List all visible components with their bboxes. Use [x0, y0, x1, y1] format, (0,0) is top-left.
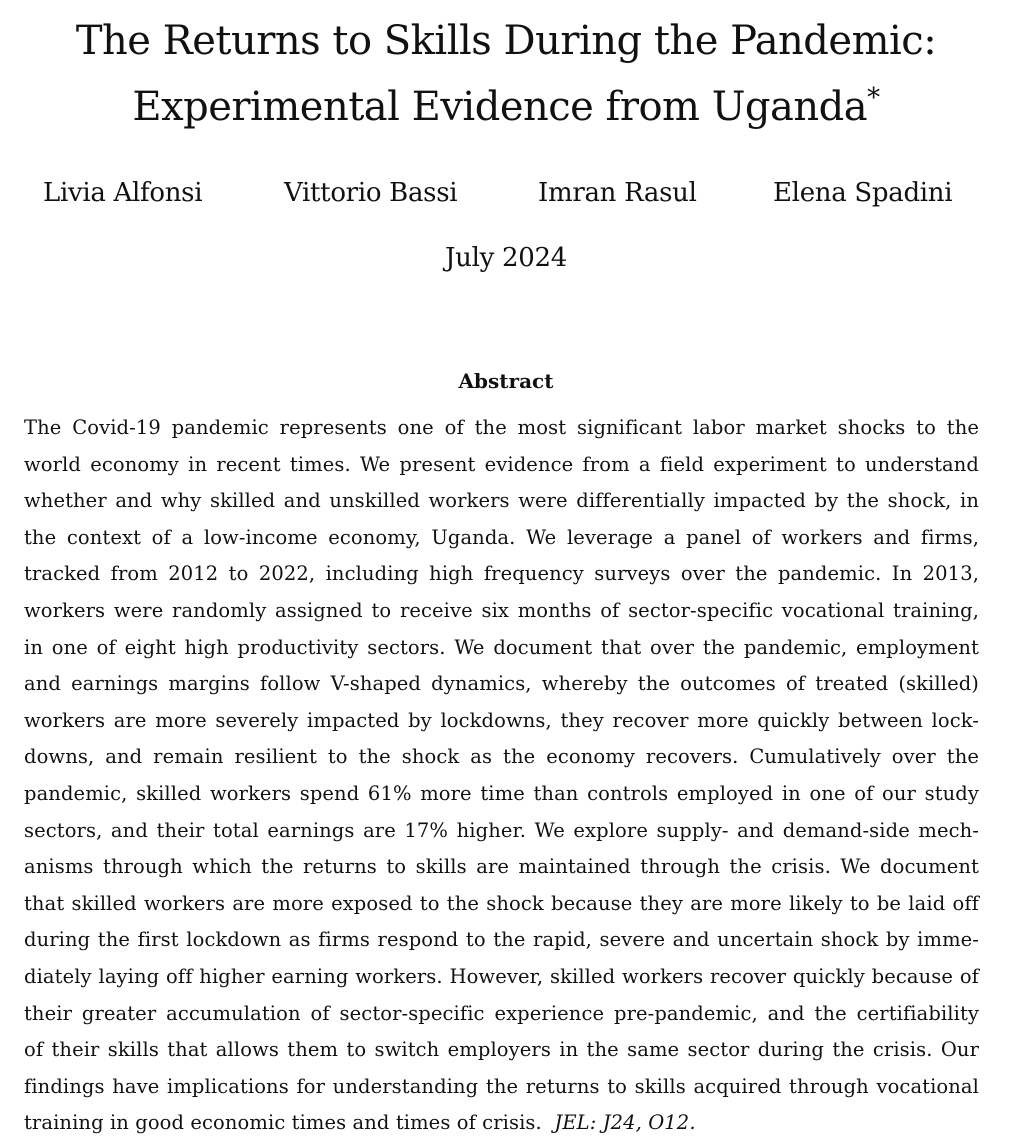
paper-title — [0, 8, 1012, 140]
publication-date: July 2024 — [445, 243, 567, 273]
abstract-line: anisms through which the returns to skills are maintained through the crisis. We document — [24, 855, 979, 879]
abstract-line: that skilled workers are more exposed to the shock because they are more likely to be laid off — [24, 891, 979, 915]
abstract-line: workers are more severely impacted by lockdowns, they recover more quickly between lock- — [24, 708, 979, 732]
title-line-1: The Returns to Skills During the Pandemic: — [75, 18, 937, 64]
abstract-line: the context of a low-income economy, Uganda. We leverage a panel of workers and firms, — [24, 525, 979, 549]
abstract-line: whether and why skilled and unskilled workers were differentially impacted by the shock, in — [24, 489, 979, 513]
abstract-body — [24, 413, 979, 1145]
jel-codes: JEL: J24, O12. — [554, 1111, 696, 1135]
abstract-line: The Covid-19 pandemic represents one of the most significant labor market shocks to the — [24, 416, 979, 439]
title-footnote-mark: * — [867, 83, 880, 113]
abstract-line: workers were randomly assigned to receive six months of sector-specific vocational training, — [24, 598, 979, 622]
author-name: Vittorio Bassi — [284, 178, 458, 208]
author-name: Imran Rasul — [538, 178, 697, 208]
abstract-line: downs, and remain resilient to the shock as the economy recovers. Cumulatively over the — [24, 745, 979, 769]
abstract-line: pandemic, skilled workers spend 61% more time than controls employed in one of our study — [24, 781, 979, 805]
author-name: Elena Spadini — [773, 178, 953, 208]
author-list — [0, 178, 1012, 212]
abstract-line: during the first lockdown as firms respond to the rapid, severe and uncertain shock by imme- — [24, 928, 979, 952]
abstract-last-line — [24, 1108, 979, 1145]
abstract-line: world economy in recent times. We present evidence from a field experiment to understand — [24, 452, 979, 476]
abstract-line: tracked from 2012 to 2022, including high frequency surveys over the pandemic. In 2013, — [24, 562, 979, 586]
abstract-line: training in good economic times and times of crisis. — [24, 1111, 542, 1135]
abstract-line: their greater accumulation of sector-specific experience pre-pandemic, and the certifiability — [24, 1001, 979, 1025]
abstract-line: and earnings margins follow V-shaped dynamics, whereby the outcomes of treated (skilled) — [24, 672, 979, 696]
title-line-2 — [0, 74, 1012, 140]
abstract-line: sectors, and their total earnings are 17% higher. We explore supply- and demand-side mech- — [24, 818, 979, 842]
abstract-line: of their skills that allows them to switch employers in the same sector during the crisis. Our — [24, 1038, 979, 1062]
abstract-line: diately laying off higher earning workers. However, skilled workers recover quickly because of — [24, 964, 979, 988]
abstract-line: in one of eight high productivity sectors. We document that over the pandemic, employment — [24, 635, 979, 659]
author-name: Livia Alfonsi — [43, 178, 203, 208]
abstract-line: findings have implications for understanding the returns to skills acquired through vocational — [24, 1074, 979, 1098]
title-line-2-text: Experimental Evidence from Uganda — [132, 84, 868, 130]
abstract-heading: Abstract — [458, 369, 554, 393]
